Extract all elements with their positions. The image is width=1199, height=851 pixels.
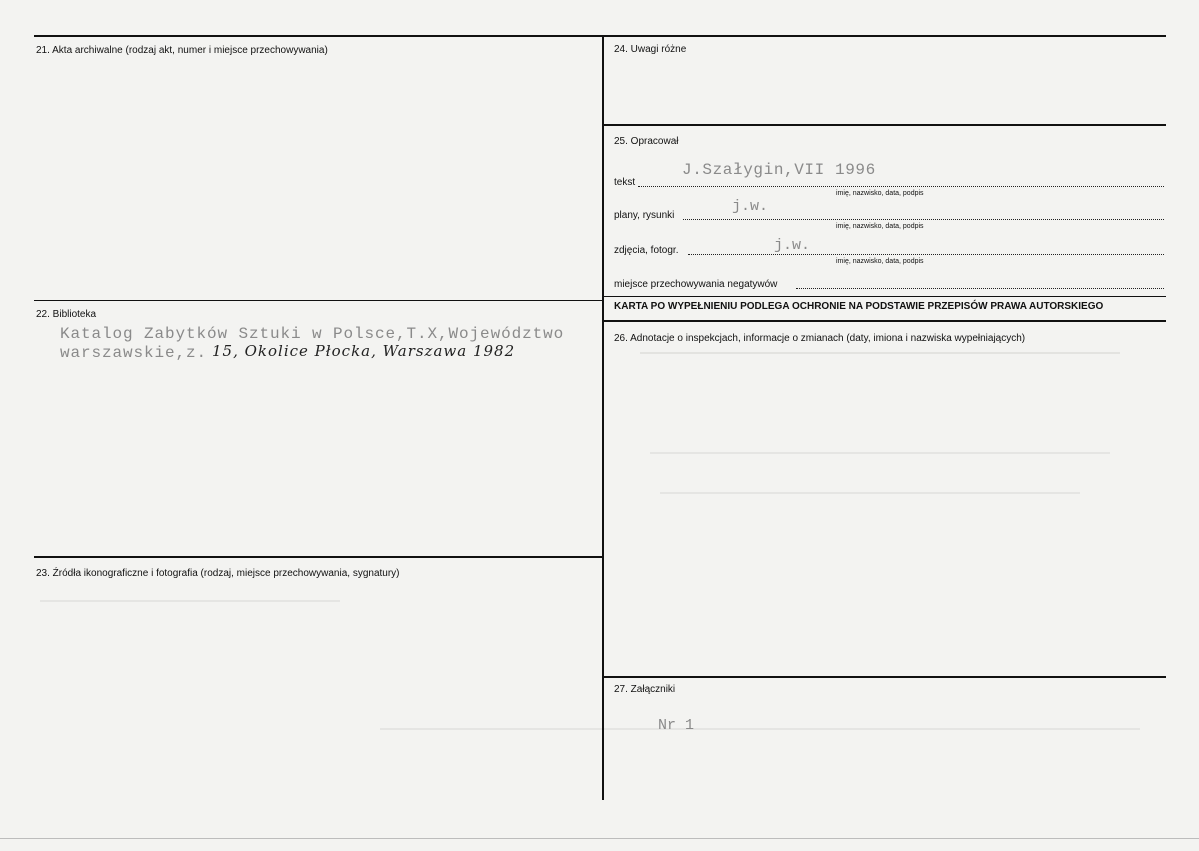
section-27-title: 27. Załączniki [614,684,676,695]
rule-27 [604,676,1166,678]
attachments-value: Nr 1 [658,717,695,734]
section-21-title: 21. Akta archiwalne (rodzaj akt, numer i miejsce przechowywania) [36,45,328,56]
zdjecia-caption: imię, nazwisko, data, podpis [836,258,924,265]
rule-23 [34,556,602,558]
rule-22 [34,300,602,301]
center-divider [602,35,604,800]
plany-dotted-line [683,219,1164,220]
copyright-notice: KARTA PO WYPEŁNIENIU PODLEGA OCHRONIE NA PODSTAWIE PRZEPISÓW PRAWA AUTORSKIEGO [614,301,1104,312]
plany-label: plany, rysunki [614,210,675,221]
scan-bottom-edge [0,838,1199,839]
tekst-label: tekst [614,177,636,188]
bleed-through-mark [380,728,1140,730]
library-entry-line1: Katalog Zabytków Sztuki w Polsce,T.X,Województwo [60,325,565,343]
rule-26 [604,320,1166,322]
negatywy-label: miejsce przechowywania negatywów [614,279,778,290]
plany-caption: imię, nazwisko, data, podpis [836,223,924,230]
tekst-caption: imię, nazwisko, data, podpis [836,190,924,197]
bleed-through-mark [40,600,340,602]
plany-value: j.w. [732,198,769,215]
bleed-through-mark [660,492,1080,494]
top-rule [34,35,1166,37]
section-25-title: 25. Opracował [614,136,679,147]
rule-notice [604,296,1166,297]
tekst-dotted-line [638,186,1164,187]
library-entry-line2: warszawskie,z. [60,344,208,362]
zdjecia-dotted-line [688,254,1164,255]
tekst-value: J.Szałygin,VII 1996 [682,161,876,179]
section-26-title: 26. Adnotacje o inspekcjach, informacje o zmianach (daty, imiona i nazwiska wypełniających) [614,333,1026,344]
library-entry-handwritten: 15, Okolice Płocka, Warszawa 1982 [212,342,516,360]
zdjecia-label: zdjęcia, fotogr. [614,245,679,256]
section-22-title: 22. Biblioteka [36,309,97,320]
section-23-title: 23. Źródła ikonograficzne i fotografia (rodzaj, miejsce przechowywania, sygnatury) [36,568,400,579]
rule-25 [604,124,1166,126]
zdjecia-value: j.w. [774,237,811,254]
negatywy-dotted-line [796,288,1164,289]
bleed-through-mark [640,352,1120,354]
bleed-through-mark [650,452,1110,454]
section-24-title: 24. Uwagi różne [614,44,687,55]
